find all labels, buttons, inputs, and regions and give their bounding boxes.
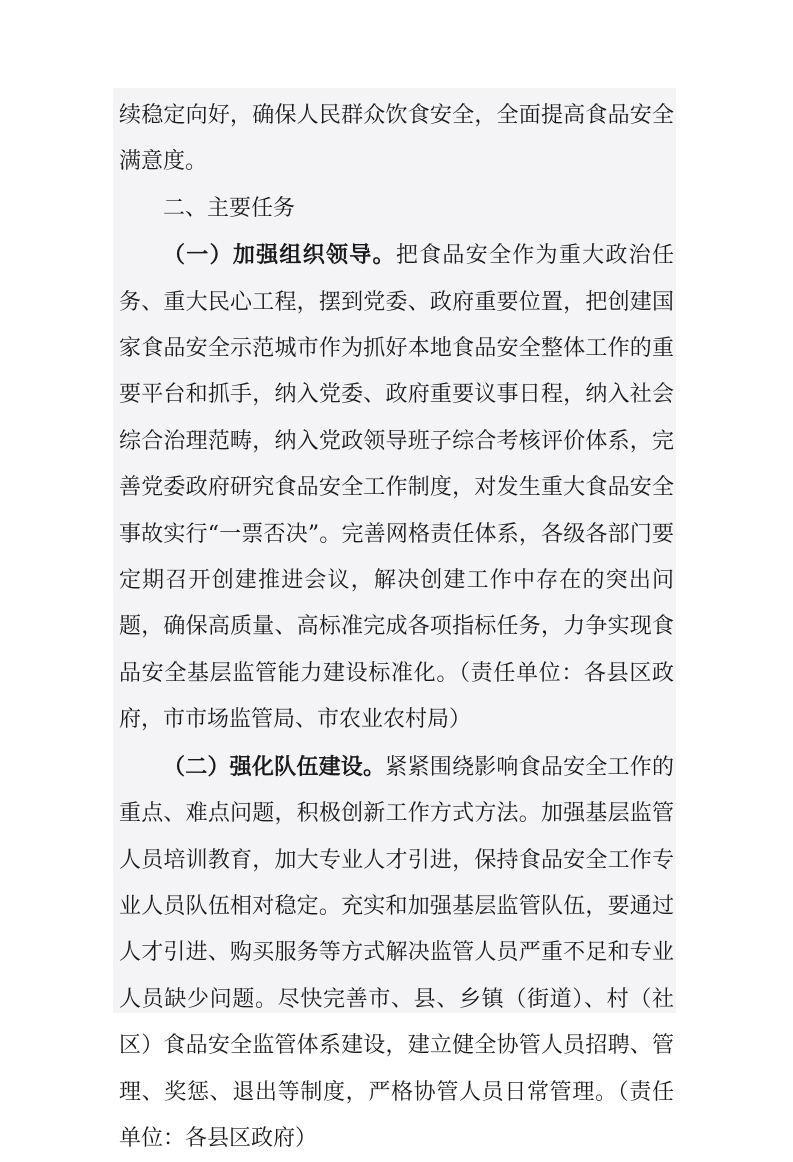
task-heading-1: （一）加强组织领导。 bbox=[163, 242, 396, 269]
document-body bbox=[119, 93, 674, 1162]
section-heading: 二、主要任务 bbox=[163, 195, 296, 221]
task-paragraph-1 bbox=[119, 232, 674, 743]
task-body-2: 紧紧围绕影响食品安全工作的重点、难点问题，积极创新工作方式方法。加强基层监管人员培训教育，加大专业人才引进，保持食品安全工作专业人员队伍相对稳定。充实和加强基层监管队伍，要通过人才引进、购买服务等方式解决监管人员严重不足和专业人员缺少问题。尽快完善市、县、乡镇（街道）、村（社区）食品安全监管体系建设，建立健全协管人员招聘、管理、奖惩、退出等制度，严格协管人员日常管理。（责任单位：各县区政府） bbox=[119, 754, 674, 1151]
task-body-1: 把食品安全作为重大政治任务、重大民心工程，摆到党委、政府重要位置，把创建国家食品安全示范城市作为抓好本地食品安全整体工作的重要平台和抓手，纳入党委、政府重要议事日程，纳入社会综合治理范畴，纳入党政领导班子综合考核评价体系，完善党委政府研究食品安全工作制度，对发生重大食品安全事故实行“一票否决”。完善网格责任体系，各级各部门要定期召开创建推进会议，解决创建工作中存在的突出问题，确保高质量、高标准完成各项指标任务，力争实现食品安全基层监管能力建设标准化。（责任单位：各县区政府，市市场监管局、市农业农村局） bbox=[119, 243, 674, 733]
task-heading-2: （二）强化队伍建设。 bbox=[163, 753, 386, 780]
intro-paragraph: 续稳定向好，确保人民群众饮食安全，全面提高食品安全满意度。 bbox=[119, 103, 674, 175]
task-paragraph-2 bbox=[119, 744, 674, 1162]
